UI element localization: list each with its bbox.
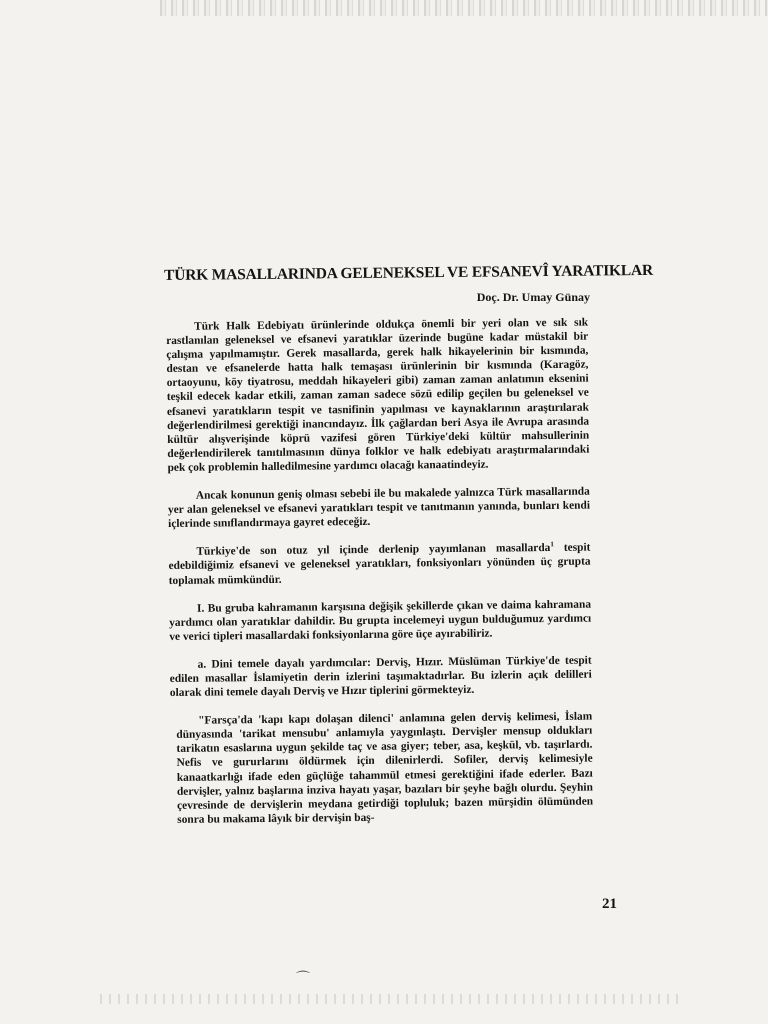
- paragraph-classification-end: tespit edebildiğimiz efsanevi ve geleneksel yaratıkları, fonksiyonları yönünden üç grupta toplamak mümkündür.: [168, 541, 591, 587]
- paragraph-religious-helpers: a. Dini temele dayalı yardımcılar: Derviş, Hızır. Müslüman Türkiye'de tespit edilen masallar İslamiyetin derin izlerini taşımaktadırlar. Bu izlerin açık delilleri olarak dini temele dayalı Derviş ve Hızır tiplerini görmekteyiz.: [169, 654, 592, 700]
- article-title: TÜRK MASALLARINDA GELENEKSEL VE EFSANEVÎ YARATIKLAR: [164, 262, 654, 285]
- scan-mark: ⌒: [296, 972, 310, 987]
- page-number: 21: [602, 896, 617, 912]
- paragraph-dervish-quote: "Farsça'da 'kapı kapı dolaşan dilenci' anlamına gelen derviş kelimesi, İslam dünyasında 'tarikat mensubu' anlamıyla yaygınlaştı. Dervişler mensup oldukları tarikatın esaslarına uygun şekilde taç ve asa giyer; teber, asa, keşkül, vb. taşırlardı. Nefis ve gururlarını öldürmek için dilenirlerdi. Sofiler, derviş kelimesiyle kanaatkarlığı ifade eden güçlüğe tahammül etmesi gerektiğini ifade ederler. Bazı dervişler, yalnız başlarına inziva hayatı yaşar, bazıları bir şeyhe bağlı olurdu. Şeyhin çevresinde de dervişlerin meydana getirdiği topluluk; bazen mürşidin ölümünden sonra bu makama lâyık bir dervişin baş-: [176, 710, 594, 826]
- footnote-marker: 1: [550, 540, 554, 549]
- paragraph-classification-start: Türkiye'de son otuz yıl içinde derlenip yayımlanan masallarda: [196, 542, 551, 559]
- paragraph-introduction: Türk Halk Edebiyatı ürünlerinde oldukça önemli bir yeri olan ve sık sık rastlanılan geleneksel ve efsanevi yaratıklar üzerinde bugüne kadar müstakil bir çalışma yapılmamıştır. Gerek masallarda, gerek halk hikayelerinin bir kısmında, destan ve efsanelerde hatta halk temaşası ürünlerinin bir kısmında (Karagöz, ortaoyunu, köy tiyatrosu, meddah hikayeleri gibi) zaman zaman anlatımın eksenini teşkil edecek kadar etkili, zaman zaman sadece sözü edilip geçilen bu geleneksel ve efsanevi yaratıkların tespit ve tasnifinin yapılması ve kaynaklarının araştırılarak değerlendirilmesi gerektiği inancındayız. İlk çağlardan beri Asya ile Avrupa arasında kültür alışverişinde köprü vazifesi gören Türkiye'deki kültür mahsullerinin değerlendirilerek tanıtılmasının dünya folklor ve halk edebiyatı araştırmalarındaki pek çok problemin halledilmesine yardımcı olacağı kanaatindeyiz.: [166, 316, 590, 474]
- paragraph-group-one: I. Bu gruba kahramanın karşısına değişik şekillerde çıkan ve daima kahramana yardımcı olan yaratıklar dahildir. Bu grupta incelemeyi uygun bulduğumuz yardımcı ve verici tipleri masallardaki fonksiyonlarına göre üçe ayırabiliriz.: [169, 598, 592, 643]
- scan-edge-noise-bottom: [100, 994, 680, 1004]
- paragraph-scope: Ancak konunun geniş olması sebebi ile bu makalede yalnızca Türk masallarında yer alan geleneksel ve efsanevi yaratıkları tespit ve tanıtmanın yanında, bunları kendi içlerinde sınıflandırmaya gayret edeceğiz.: [167, 485, 591, 531]
- article-author: Doç. Dr. Umay Günay: [476, 290, 590, 304]
- paragraph-classification: [168, 541, 590, 588]
- scan-edge-noise-top: [160, 0, 768, 16]
- article-body: [166, 316, 593, 841]
